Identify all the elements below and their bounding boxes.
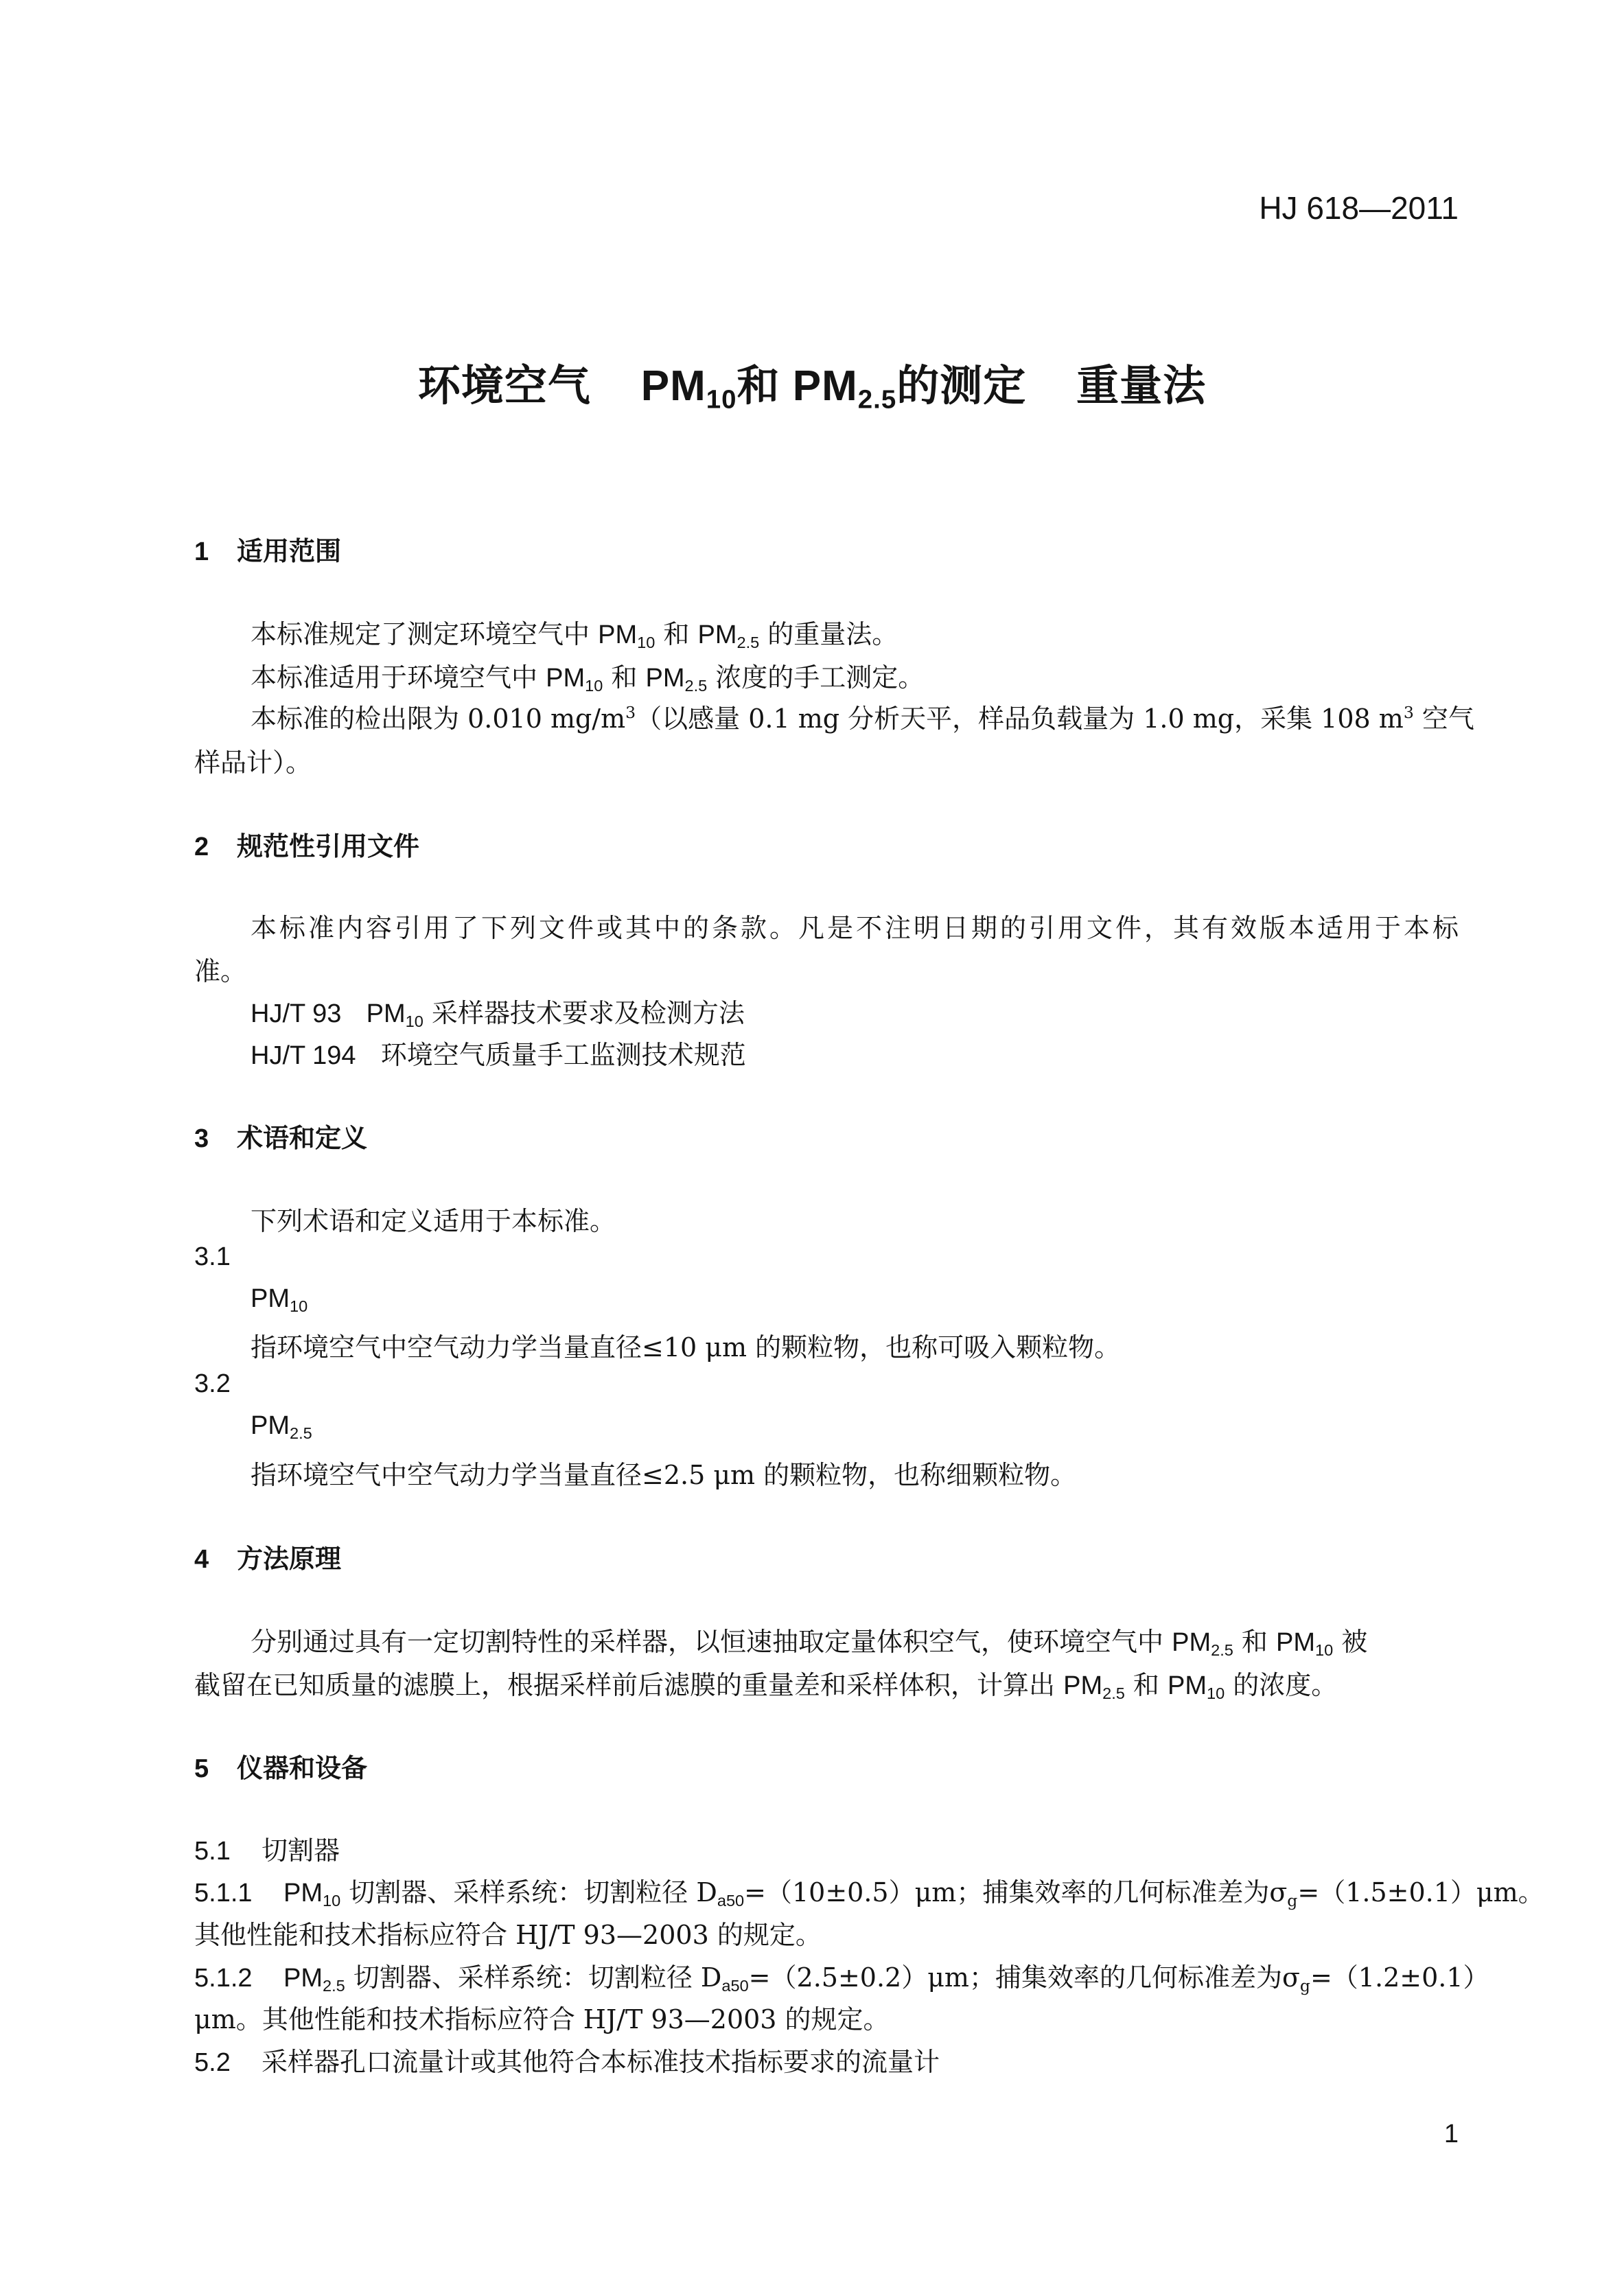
section-1-para-2: 本标准适用于环境空气中 $PM_{10}$ 和 $PM_{2.5}$ 浓度的手工测定。 xyxy=(251,662,925,695)
section-1-heading: 1 适用范围 xyxy=(194,537,342,566)
term-3-2-name: $PM_{2.5}$ xyxy=(251,1411,312,1443)
document-title: 环境空气 $PM_{10}$和 $PM_{2.5}$的测定 重量法 xyxy=(417,360,1207,415)
standard-code: HJ 618—2011 xyxy=(1259,190,1459,226)
section-4-para-line-2: 截留在已知质量的滤膜上，根据采样前后滤膜的重量差和采样体积，计算出 $PM_{2.5}$ 和 $PM_{10}$ 的浓度。 xyxy=(194,1670,1338,1703)
reference-hjt93: HJ/T 93 $PM_{10}$ 采样器技术要求及检测方法 xyxy=(251,998,745,1031)
clause-5-1-1-cont: 其他性能和技术指标应符合 HJ/T 93—2003 的规定。 xyxy=(194,1920,822,1950)
reference-hjt194: HJ/T 194 环境空气质量手工监测技术规范 xyxy=(251,1040,746,1070)
term-3-1-name: $PM_{10}$ xyxy=(251,1284,308,1316)
section-5-heading: 5 仪器和设备 xyxy=(194,1754,368,1783)
section-3-intro: 下列术语和定义适用于本标准。 xyxy=(251,1206,616,1236)
section-4-para-line-1: 分别通过具有一定切割特性的采样器，以恒速抽取定量体积空气，使环境空气中 $PM_{2.5}$ 和 $PM_{10}$ 被 xyxy=(251,1627,1368,1660)
clause-5-1: 5.1 切割器 xyxy=(194,1835,340,1866)
section-2-para-1-cont: 准。 xyxy=(194,956,247,986)
section-3-heading: 3 术语和定义 xyxy=(194,1124,368,1153)
clause-5-1-2: 5.1.2 $PM_{2.5}$ 切割器、采样系统：切割粒径 $D_{a50}=(2.5\pm 0.2)\mu m$；捕集效率的几何标准差为$\sigma_g=(1.2\pm 0.1)$ xyxy=(194,1962,1489,1996)
section-2-heading: 2 规范性引用文件 xyxy=(194,833,420,861)
section-2-para-1: 本标准内容引用了下列文件或其中的条款。凡是不注明日期的引用文件，其有效版本适用于本标 xyxy=(251,913,1459,943)
section-1-para-3-cont: 样品计）。 xyxy=(194,747,312,778)
term-3-1-number: 3.1 xyxy=(194,1242,231,1271)
clause-5-1-1: 5.1.1 $PM_{10}$ 切割器、采样系统：切割粒径 $D_{a50}=(10\pm 0.5)\mu m$；捕集效率的几何标准差为$\sigma_g=(1.5\pm 0.1)\mu m$。 xyxy=(194,1877,1544,1911)
clause-5-2: 5.2 采样器孔口流量计或其他符合本标准技术指标要求的流量计 xyxy=(194,2047,940,2077)
clause-5-1-2-cont: μm。其他性能和技术指标应符合 HJ/T 93—2003 的规定。 xyxy=(194,2004,890,2034)
term-3-2-definition: 指环境空气中空气动力学当量直径≤2.5 μm 的颗粒物，也称细颗粒物。 xyxy=(251,1460,1077,1490)
section-1-para-3: 本标准的检出限为 0.010 $mg/m^3$（以感量 0.1 mg 分析天平，样品负载量为 1.0 mg，采集 108 $m^3$ 空气 xyxy=(251,702,1474,734)
page-number: 1 xyxy=(1443,2120,1459,2148)
section-1-para-1: 本标准规定了测定环境空气中 $PM_{10}$ 和 $PM_{2.5}$ 的重量法。 xyxy=(251,619,898,652)
term-3-1-definition: 指环境空气中空气动力学当量直径≤10 μm 的颗粒物，也称可吸入颗粒物。 xyxy=(251,1332,1121,1362)
term-3-2-number: 3.2 xyxy=(194,1369,231,1398)
section-4-heading: 4 方法原理 xyxy=(194,1545,342,1574)
